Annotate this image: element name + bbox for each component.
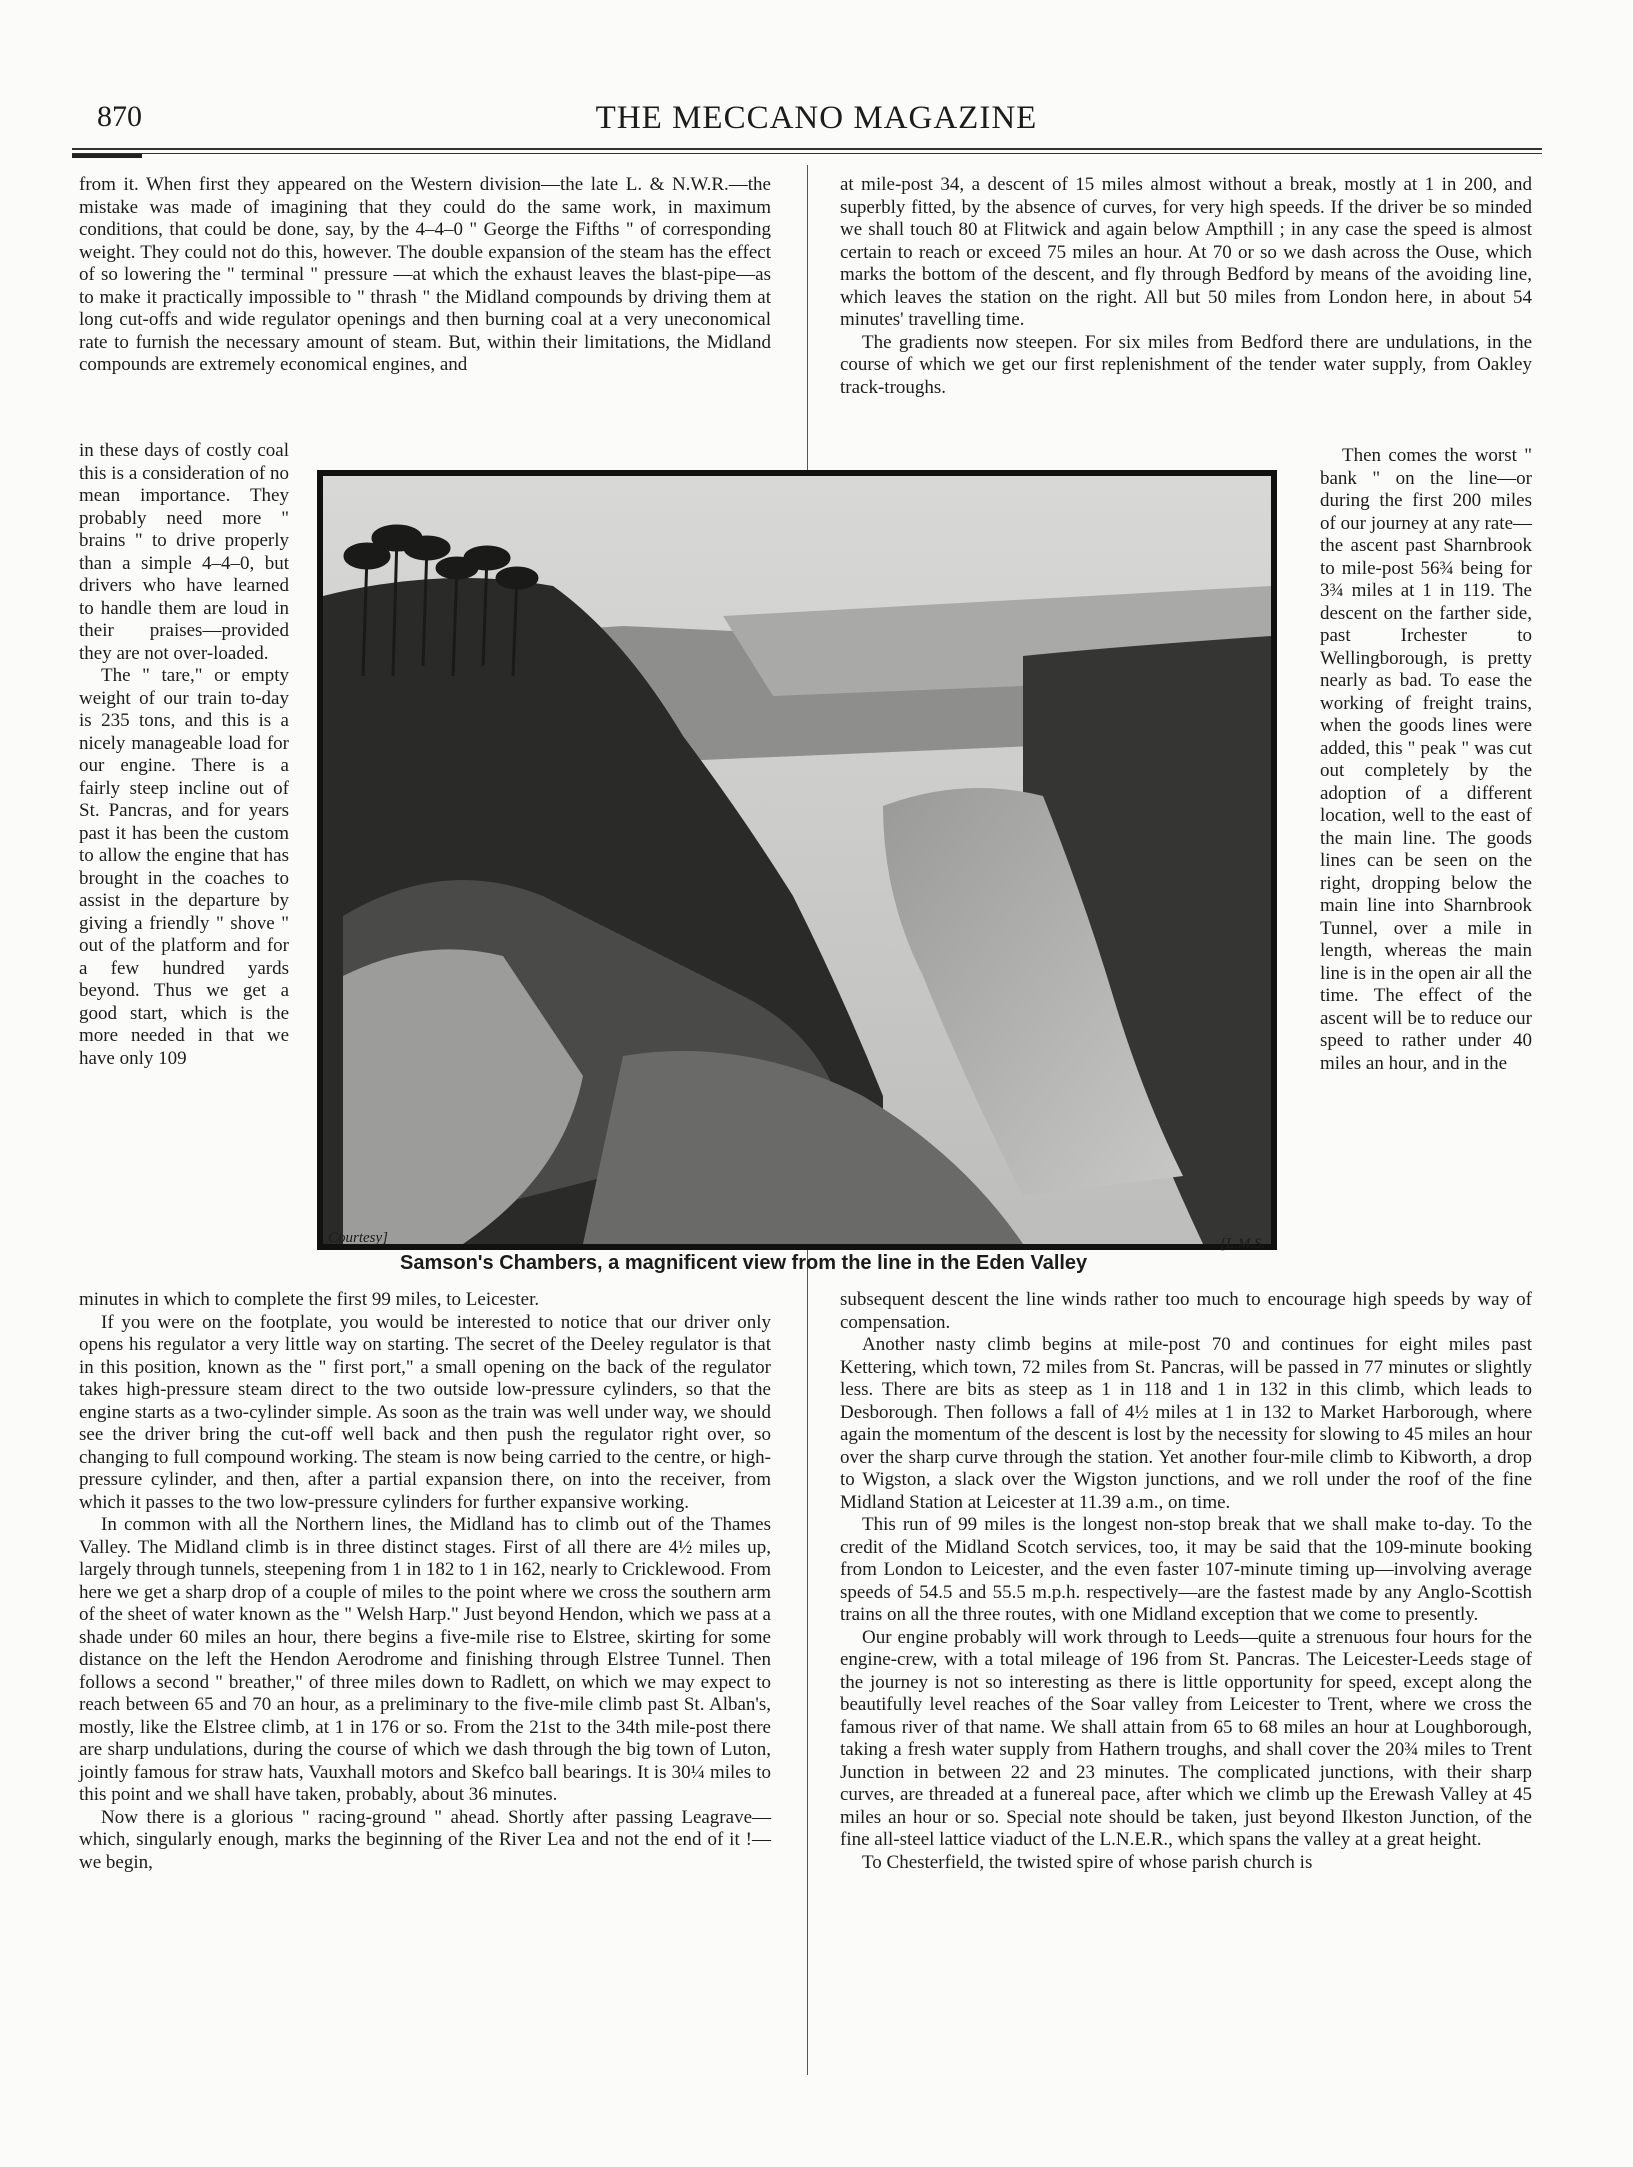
paragraph: If you were on the footplate, you would be interested to notice that our driver only opens his regulator a very little way on starting. The secret of the Deeley regulator is that in this position, known as the " first port," a small opening on the back of the regulator takes high-pressure steam direct to the two outside low-pressure cylinders, so that the engine starts as a two-cylinder simple. As soon as the train was well under way, we should see the driver bring the cut-off well back and then push the regulator right over, so changing to full compound working. The steam is now being carried to the centre, or high-pressure cylinder, and then, after a partial expansion there, on into the receiver, from which it passes to the two low-pressure cylinders for further expansive working. <box>79 1311 771 1513</box>
paragraph: in these days of costly coal this is a consideration of no mean importance. They probably need more " brains " to drive properly than a simple 4–4–0, but drivers who have learned to handle them are loud in their praises—provided they are not over-loaded. <box>79 440 289 664</box>
left-column-top <box>79 174 771 377</box>
header-rule-thin <box>72 153 1542 154</box>
paragraph: In common with all the Northern lines, the Midland has to climb out of the Thames Valley. The Midland climb is in three distinct stages. First of all there are 4½ miles up, largely through tunnels, steepening from 1 in 182 to 1 in 162, nearly to Cricklewood. From here we get a sharp drop of a couple of miles to the point where we cross the southern arm of the sheet of water known as the " Welsh Harp." Just beyond Hendon, which we pass at a shade under 60 miles an hour, there begins a five-mile rise to Elstree, skirting for some distance on the left the Hendon Aerodrome and finishing through Elstree Tunnel. Then follows a second " breather," of three miles down to Radlett, on which we may expect to reach between 65 and 70 an hour, as a preliminary to the five-mile climb past St. Alban's, mostly, like the Elstree climb, at 1 in 176 or so. From the 21st to the 34th mile-post there are sharp undulations, during the course of which we dash through the big town of Luton, jointly famous for straw hats, Vauxhall motors and Skefco ball bearings. It is 30¼ miles to this point and we shall have taken, probably, about 36 minutes. <box>79 1514 771 1805</box>
paragraph: Now there is a glorious " racing-ground " ahead. Shortly after passing Leagrave—which, singularly enough, marks the beginning of the River Lea and not the end of it !—we begin, <box>79 1806 771 1873</box>
paragraph: at mile-post 34, a descent of 15 miles almost without a break, mostly at 1 in 200, and superbly fitted, by the absence of curves, for very high speeds. If the driver be so minded we shall touch 80 at Flitwick and again below Ampthill ; in any case the speed is almost certain to reach or exceed 75 miles an hour. At 70 or so we dash across the Ouse, which marks the bottom of the descent, and fly through Bedford by means of the avoiding line, which leaves the station on the right. All but 50 miles from London here, in about 54 minutes' travelling time. <box>840 174 1532 330</box>
header-rule-accent <box>72 154 142 158</box>
photo-courtesy: Courtesy] <box>328 1230 388 1246</box>
paragraph: Our engine probably will work through to Leeds—quite a strenuous four hours for the engine-crew, with a total mileage of 196 from St. Pancras. The Leicester-Leeds stage of the journey is not so interesting as there is little opportunity for speed, except along the beautifully level reaches of the Soar valley from Leicester to Trent, where we cross the famous river of that name. We shall attain from 65 to 68 miles an hour at Loughborough, taking a fresh water supply from Hathern troughs, and shall cover the 20¾ miles to Trent Junction in between 22 and 23 minutes. The complicated junctions, with their sharp curves, are threaded at a funereal pace, after which we climb up the Erewash Valley at 45 miles an hour or so. Special note should be taken, just beyond Ilkeston Junction, of the fine all-steel lattice viaduct of the L.N.E.R., which spans the valley at a great height. <box>840 1626 1532 1850</box>
magazine-title: THE MECCANO MAGAZINE <box>595 100 1038 136</box>
paragraph: minutes in which to complete the first 99 miles, to Leicester. <box>79 1289 540 1310</box>
photo-credit: [L.M.S. <box>1220 1236 1266 1252</box>
left-column-narrow <box>79 440 289 1070</box>
right-column-top <box>840 174 1532 399</box>
right-column-narrow <box>1320 445 1532 1075</box>
left-column-bottom <box>79 1289 771 1874</box>
paragraph: To Chesterfield, the twisted spire of whose parish church is <box>862 1851 1313 1873</box>
right-column-bottom <box>840 1289 1532 1874</box>
paragraph: The gradients now steepen. For six miles from Bedford there are undulations, in the course of which we get our first replenishment of the tender water supply, from Oakley track-troughs. <box>840 331 1532 398</box>
header-rule <box>72 148 1542 150</box>
paragraph: This run of 99 miles is the longest non-stop break that we shall make to-day. To the credit of the Midland Scotch services, too, it may be said that the 109-minute booking from London to Leicester, and the even faster 107-minute timing up—involving average speeds of 54.5 and 55.5 m.p.h. respectively—are the fastest made by any Anglo-Scottish trains on all the three routes, with one Midland exception that we come to presently. <box>840 1514 1532 1625</box>
landscape-photo <box>317 470 1277 1250</box>
paragraph: Then comes the worst " bank " on the line—or during the first 200 miles of our journey at any rate—the ascent past Sharnbrook to mile-post 56¾ being for 3¾ miles at 1 in 119. The descent on the farther side, past Irchester to Wellingborough, is pretty nearly as bad. To ease the working of freight trains, when the goods lines were added, this " peak " was cut out completely by the adoption of a different location, well to the east of the main line. The goods lines can be seen on the right, dropping below the main line into Sharnbrook Tunnel, over a mile in length, whereas the main line is in the open air all the time. The effect of the ascent will be to reduce our speed to rather under 40 miles an hour, and in the <box>1320 445 1532 1074</box>
photo-caption: Samson's Chambers, a magnificent view from the line in the Eden Valley <box>400 1252 1088 1274</box>
paragraph: Another nasty climb begins at mile-post 70 and continues for eight miles past Kettering, which town, 72 miles from St. Pancras, will be passed in 77 minutes or slightly less. There are bits as steep as 1 in 118 and 1 in 132 in this climb, which leads to Desborough. Then follows a fall of 4½ miles at 1 in 132 to Market Harborough, where again the momentum of the descent is lost by the necessity for slowing to 45 miles an hour over the sharp curve through the station. Yet another four-mile climb to Kibworth, a drop to Wigston, a slack over the Wigston junctions, and we roll under the roof of the fine Midland Station at Leicester at 11.39 a.m., on time. <box>840 1334 1532 1513</box>
paragraph: from it. When first they appeared on the Western division—the late L. & N.W.R.—the mistake was made of imagining that they could do the same work, in maximum conditions, that could be done, say, by the 4–4–0 " George the Fifths " of corresponding weight. They could not do this, however. The double expansion of the steam has the effect of so lowering the " terminal " pressure —at which the exhaust leaves the blast-pipe—as to make it practically impossible to " thrash " the Midland compounds by driving them at long cut-offs and wide regulator openings and then burning coal at a very uneconomical rate to furnish the necessary amount of steam. But, within their limitations, the Midland compounds are extremely economical engines, and <box>79 174 771 375</box>
page-number: 870 <box>97 100 142 133</box>
valley-photo-image <box>323 476 1271 1244</box>
paragraph: The " tare," or empty weight of our train to-day is 235 tons, and this is a nicely manageable load for our engine. There is a fairly steep incline out of St. Pancras, and for years past it has been the custom to allow the engine that has brought in the coaches to assist in the departure by giving a friendly " shove " out of the platform and for a few hundred yards beyond. Thus we get a good start, which is the more needed in that we have only 109 <box>79 665 289 1069</box>
paragraph: subsequent descent the line winds rather too much to encourage high speeds by way of compensation. <box>840 1289 1532 1333</box>
